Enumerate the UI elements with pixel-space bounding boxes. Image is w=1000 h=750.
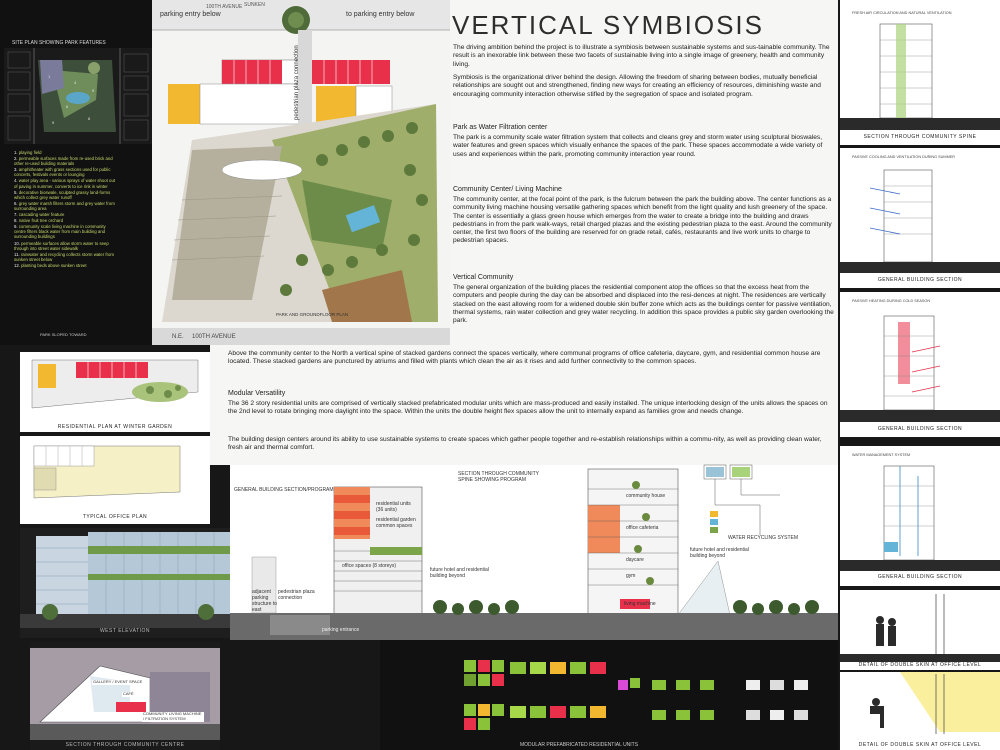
community-centre-label-2: COMMUNITY LIVING MACHINE / FILTRATION SYSTEM	[142, 712, 204, 722]
office-plan-drawing	[20, 436, 210, 514]
park-features-legend	[14, 150, 116, 269]
right-panel-4-drawing	[840, 446, 1000, 571]
closing-paragraph: The building design centers around its ability to use sustainable systems to create spaces which gather people together and re-establish relationships within a commu-nity, as well as providing clean water, fresh air and thermal comfort.	[228, 436, 822, 452]
legend-text: permeable surfaces made from re-used brick and other re-used building materials	[14, 156, 113, 167]
legend-text: native fruit tree orchard	[18, 218, 63, 224]
label-community-house: community house	[626, 493, 666, 499]
legend-item	[14, 252, 116, 262]
site-plan-panel	[0, 0, 152, 345]
svg-text:9: 9	[52, 120, 55, 125]
legend-text: decorative bioswale, sculpted grassy land-forms which collect grey water runoff	[14, 189, 111, 200]
legend-item	[14, 190, 116, 200]
legend-number: 7.	[14, 212, 19, 218]
legend-item	[14, 241, 116, 251]
legend-number: 9.	[14, 224, 19, 230]
label-parking-entrance: parking entrance	[322, 627, 360, 633]
water-recycling-caption: WATER RECYCLING SYSTEM	[728, 535, 799, 541]
legend-item	[14, 178, 116, 188]
legend-number: 8.	[14, 218, 19, 224]
spine-section-caption: SECTION THROUGH COMMUNITY SPINE SHOWING PROGRAM	[458, 471, 539, 483]
legend-text: community scale living machine in community centre filters black water from main building and surrounding buildings	[14, 224, 106, 240]
site-plan-caption: SITE PLAN SHOWING PARK FEATURES	[12, 40, 106, 46]
right-panel-6	[840, 672, 1000, 750]
residential-plan-caption: RESIDENTIAL PLAN AT WINTER GARDEN	[57, 424, 173, 430]
right-panel-3-title: PASSIVE HEATING DURING COLD SEASON	[852, 299, 931, 303]
modular-units-panel	[380, 640, 838, 750]
street-label-sunken: SUNKEN	[244, 2, 265, 8]
plaza-connection-label: pedestrian plaza connection	[294, 45, 300, 120]
legend-item	[14, 218, 116, 223]
label-adjacent-parking: adjacent parking structure to east	[252, 589, 278, 613]
legend-number: 10.	[14, 240, 22, 246]
legend-item	[14, 224, 116, 239]
entry-label-right: to parking entry below	[346, 11, 415, 18]
legend-number: 6.	[14, 200, 19, 206]
legend-text: playing field	[18, 150, 42, 155]
right-panel-2-drawing	[840, 148, 1000, 273]
legend-number: 11.	[14, 251, 21, 257]
legend-item	[14, 167, 116, 177]
label-living-machine: living machine	[624, 601, 656, 607]
legend-text: planting beds above sunken street	[21, 262, 87, 268]
right-panel-2-title: PASSIVE COOLING AND VENTILATION DURING SUMMER	[852, 155, 956, 159]
spine-section-drawing	[540, 465, 838, 640]
modular-units-drawing	[380, 640, 838, 740]
intro-paragraph-1: The driving ambition behind the project is to illustrate a symbiosis between sustainable systems and sus-tainable community. The result is an inexorable link between these two facets of sustainable living into a single image of greenery, health and community living.	[453, 44, 830, 68]
community-centre-section-caption: SECTION THROUGH COMMUNITY CENTRE	[65, 742, 185, 748]
legend-item	[14, 263, 116, 268]
legend-item	[14, 150, 116, 155]
modular-units-caption: MODULAR PREFABRICATED RESIDENTIAL UNITS	[520, 742, 639, 748]
legend-number: 3.	[14, 167, 19, 173]
right-panel-6-caption: DETAIL OF DOUBLE SKIN AT OFFICE LEVEL	[858, 742, 982, 748]
label-office-spaces: office spaces (8 storeys)	[342, 563, 397, 569]
west-elevation-caption: WEST ELEVATION	[99, 628, 151, 634]
right-panel-5	[840, 590, 1000, 670]
right-panel-1	[840, 0, 1000, 145]
office-plan-caption: TYPICAL OFFICE PLAN	[82, 514, 148, 520]
label-cafeteria: office cafeteria	[626, 525, 659, 531]
wide-paragraph-gardens: Above the community center to the North a vertical spine of stacked gardens connect the spaces vertically, where communal programs of office cafeteria, daycare, gym, and residential common house are located. These stacked gardens are punctured by atriums and filled with plants which clean the air as it rises and add further connectivity to the common spaces.	[228, 350, 821, 366]
community-centre-section-panel	[30, 642, 220, 750]
right-panel-1-drawing	[840, 0, 1000, 130]
general-section-drawing	[230, 465, 540, 640]
right-panel-4	[840, 446, 1000, 586]
label-future-hotel-2: future hotel and residential building beyond	[690, 547, 749, 559]
label-future-hotel: future hotel and residential building beyond	[430, 567, 489, 579]
svg-text:4: 4	[74, 80, 77, 85]
section-heading-park: Park as Water Filtration center	[453, 124, 548, 131]
park-ground-floor-plan	[152, 0, 450, 345]
right-panel-3-caption: GENERAL BUILDING SECTION	[877, 426, 963, 432]
label-daycare: daycare	[626, 557, 644, 563]
park-plan-panel	[152, 0, 450, 345]
legend-number: 5.	[14, 189, 19, 195]
legend-text: rainwater and recycling collects storm water from sunken street below	[14, 251, 114, 262]
right-panel-4-title: WATER MANAGEMENT SYSTEM	[852, 453, 911, 457]
site-plan-drawing	[4, 48, 152, 144]
intro-paragraph-2: Symbiosis is the organizational driver behind the design. Allowing the freedom of sharing between bodies, mutually beneficial relationships are sought out and strengthened, finding new ways for creating an efficiency of resources, diminishing waste and encouraging community interaction otherwise stifled by the segregation of space and isolated program.	[453, 74, 821, 98]
right-panel-3	[840, 292, 1000, 437]
legend-footer: PARK SLOPED TOWARD	[40, 332, 87, 337]
svg-text:1: 1	[48, 74, 51, 79]
residential-plan-drawing	[20, 352, 210, 422]
label-gym: gym	[626, 573, 636, 579]
legend-item	[14, 201, 116, 211]
right-panel-5-drawing	[840, 590, 1000, 662]
modular-heading: Modular Versatility	[228, 390, 286, 397]
street-label-top: 100TH AVENUE	[206, 4, 243, 10]
community-centre-label-1: CAFÉ	[123, 691, 134, 696]
community-centre-label-0: GALLERY / EVENT SPACE	[93, 679, 143, 684]
right-panel-2	[840, 148, 1000, 288]
svg-text:8: 8	[88, 116, 91, 121]
entry-label-left: parking entry below	[160, 11, 221, 18]
legend-text: cascading water feature	[18, 212, 65, 218]
section-body-park: The park is a community scale water filtration system that collects and cleans grey and storm water using sculptural bioswales, water features and green spaces which visually enhance the spaces of the park. These spaces accommodate a wide variety of uses and experiences within the park, promoting community interaction year round.	[453, 134, 823, 158]
section-body-vertical: The general organization of the building places the residential component atop the offices so that the excess heat from the computers and people during the day can be absorbed and displaced into the resi-dences at night. The residences are vertically stacked on the east allowing room for a widened double skin buffer zone which acts as the buildings center for passive ventilation, thermal systems, rain water collection and grey water recycling. In addition this space provides a public sky garden overlooking the park.	[453, 284, 834, 325]
legend-number: 1.	[14, 150, 19, 155]
right-panel-4-caption: GENERAL BUILDING SECTION	[877, 574, 963, 580]
legend-item	[14, 156, 116, 166]
office-plan-panel	[20, 436, 210, 524]
svg-text:5: 5	[92, 88, 95, 93]
legend-text: grey water marsh filters storm and grey water from surrounding area	[14, 200, 115, 211]
legend-text: amphitheater with grass sections used for public concerts, festivals events or lounging	[14, 167, 111, 178]
section-heading-community: Community Center/ Living Machine	[453, 186, 562, 193]
label-residential-units: residential units (36 units)	[376, 501, 411, 513]
legend-text: water play area - various sprays of water shoot out of paving in summer, converts to ice rink in winter	[14, 178, 116, 189]
spine-section-panel	[458, 465, 838, 640]
right-panel-5-caption: DETAIL OF DOUBLE SKIN AT OFFICE LEVEL	[858, 662, 982, 668]
legend-number: 4.	[14, 178, 19, 184]
svg-text:6: 6	[66, 104, 69, 109]
street-label-bottom: 100TH AVENUE	[192, 334, 236, 340]
legend-text: permeable surfaces allow storm water to seep through into street water sidewalk	[14, 240, 109, 251]
general-section-panel	[230, 465, 540, 640]
modular-body: The 36 2 story residential units are comprised of vertically stacked prefabricated modular units which are mass-produced and easily installed. The unique interlocking design of the units allows the spaces on the 2nd level to rotate bringing more daylight into the space. Within the units the double height flex spaces allow the unit to internally expand as families grow and needs change.	[228, 400, 828, 416]
label-pedestrian-plaza: pedestrian plaza connection	[278, 589, 315, 601]
street-label-ne: N.E.	[172, 334, 184, 340]
residential-plan-panel	[20, 352, 210, 432]
legend-number: 2.	[14, 156, 19, 162]
right-panel-6-drawing	[840, 672, 1000, 742]
west-elevation-panel	[20, 528, 230, 638]
legend-item	[14, 212, 116, 217]
right-panel-1-title: FRESH AIR CIRCULATION AND NATURAL VENTILATION	[852, 11, 952, 15]
right-panel-3-drawing	[840, 292, 1000, 422]
label-garden-spaces: residential garden common spaces	[376, 517, 416, 529]
section-heading-vertical: Vertical Community	[453, 274, 514, 281]
legend-number: 12.	[14, 262, 22, 268]
page-title: VERTICAL SYMBIOSIS	[452, 10, 764, 40]
general-section-caption: GENERAL BUILDING SECTION/PROGRAM	[234, 487, 334, 493]
right-panel-1-caption: SECTION THROUGH COMMUNITY SPINE	[863, 134, 977, 140]
section-body-community: The community center, at the focal point of the park, is the fulcrum between the park the building above. The center functions as a community living machine housing versatile gathering spaces which benefit from the light quality and lush greenery of the space. The center is essentially a glass green house which emerges from the water to create a bridge into the building and draws pedestrians in from the park walk-ways, retail charged plazas and the existing pedestrian plaza to the east. Around the community center, the first two floors of the building are reserved for on grade retail, cafés, restaurants and live work units to charge to pedestrian spaces.	[453, 196, 832, 245]
west-elevation-drawing	[20, 528, 230, 628]
right-panel-2-caption: GENERAL BUILDING SECTION	[877, 277, 963, 283]
park-plan-caption: PARK AND GROUNDFLOOR PLAN	[276, 312, 349, 317]
